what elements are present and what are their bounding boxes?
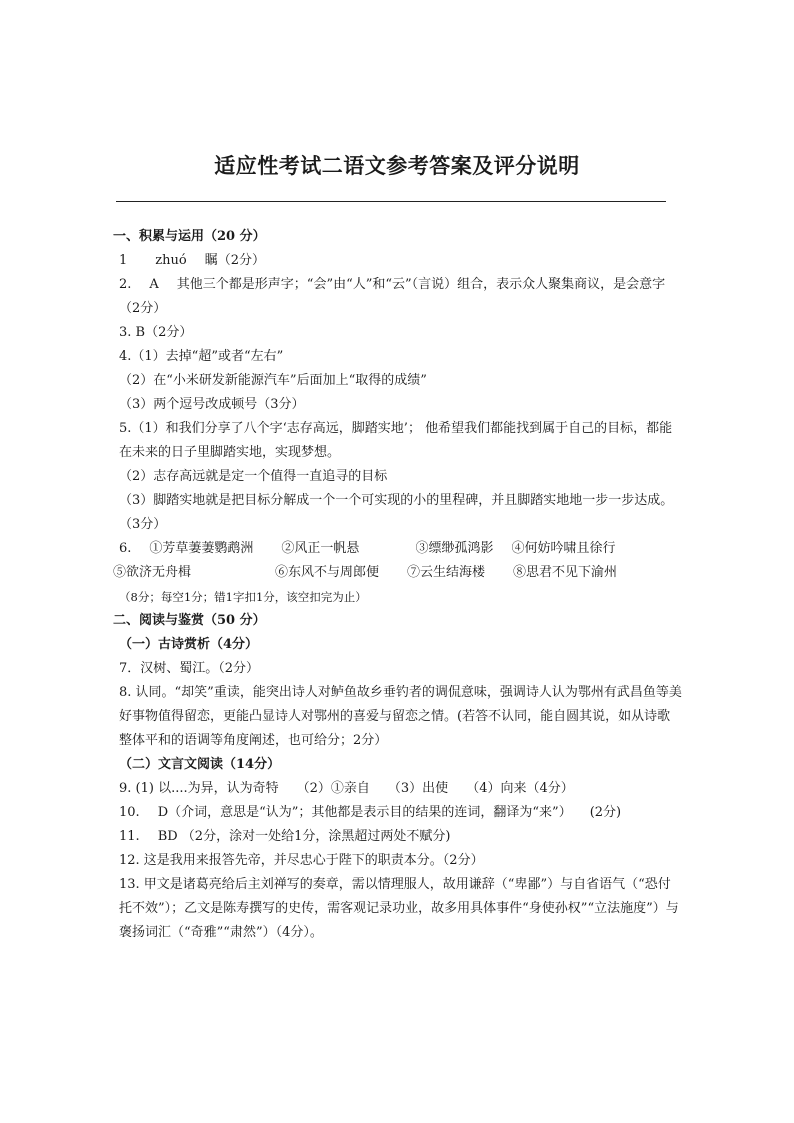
q6-item: ①芳草萋萋鹦鹉洲 xyxy=(149,541,254,556)
q10-score: (2分) xyxy=(589,805,622,820)
q3-text: 3. B（2分） xyxy=(119,325,193,340)
q5-part2: （2）志存高远就是定一个值得一直追寻的目标 xyxy=(119,469,388,484)
q4-part2: （2）在“小米研发新能源汽车”后面加上“取得的成绩” xyxy=(119,373,427,388)
q10-num: 10. xyxy=(119,805,140,820)
q6-num: 6. xyxy=(119,541,132,556)
q10-line xyxy=(113,801,683,825)
q9-answer-4: （4）向来（4分） xyxy=(466,781,574,796)
q6-line2 xyxy=(113,561,683,585)
q6-item: ⑤欲济无舟楫 xyxy=(113,565,192,580)
q6-scoring-note: （8分；每空1分；错1字扣1分，该空扣完为止） xyxy=(119,590,367,604)
q6-line1 xyxy=(113,537,683,561)
q9-line xyxy=(113,777,683,801)
section2-heading: 二、阅读与鉴赏（50 分） xyxy=(113,613,266,628)
section1-heading: 一、积累与运用（20 分） xyxy=(113,229,266,244)
page-title: 适应性考试二语文参考答案及评分说明 xyxy=(214,153,580,178)
q11-line xyxy=(113,825,683,849)
q6-item: ④何妨吟啸且徐行 xyxy=(511,541,616,556)
q2-explanation: 其他三个都是形声字；“会”由“人”和“云”（言说）组合，表示众人聚集商议，是会意字（2分） xyxy=(119,277,666,316)
q8-text: 8. 认同。“却笑”重读，能突出诗人对鲈鱼故乡垂钓者的调侃意味，强调诗人认为鄂州有武昌鱼等美好事物值得留恋，更能凸显诗人对鄂州的喜爱与留恋之情。(若答不认同，能自圆其说，如从诗歌整体平和的语调等角度阐述，也可给分；2分） xyxy=(119,685,682,748)
q9-answer-2: （2）①亲自 xyxy=(296,781,370,796)
q1-pinyin: zhuó xyxy=(155,253,187,268)
q4-part3: （3）两个逗号改成顿号（3分） xyxy=(119,397,305,412)
q1-answer: 瞩（2分） xyxy=(204,253,265,268)
title-divider xyxy=(116,201,666,202)
part1-heading: （一）古诗赏析（4分） xyxy=(119,637,259,652)
q6-item: ⑥东风不与周郎便 xyxy=(275,565,380,580)
q1-line xyxy=(113,249,683,273)
q4-part1: 4.（1）去掉“超”或者“左右” xyxy=(119,349,284,364)
q5-part3: （3）脚踏实地就是把目标分解成一个一个可实现的小的里程碑，并且脚踏实地地一步一步达成。（3分） xyxy=(119,493,674,532)
q11-num: 11. xyxy=(119,829,140,844)
q6-item: ⑧思君不见下渝州 xyxy=(513,565,618,580)
q2-text xyxy=(113,273,683,321)
q11-answer: BD （2分，涂对一处给1分，涂黑超过两处不赋分) xyxy=(157,829,451,844)
q9-num: 9. (1) xyxy=(119,781,154,796)
q7-text: 7．汉树、蜀江。（2分） xyxy=(119,661,260,676)
q6-item: ②风正一帆悬 xyxy=(281,541,360,556)
part2-heading: （二）文言文阅读（14分） xyxy=(119,757,281,772)
q9-answer-1: 以....为异，认为奇特 xyxy=(158,781,279,796)
q9-answer-3: （3）出使 xyxy=(387,781,449,796)
q13-text: 13. 甲文是诸葛亮给后主刘禅写的奏章，需以情理服人，故用谦辞（“卑鄙”）与自省语气（“恐付托不效”）；乙文是陈寿撰写的史传，需客观记录功业，故多用具体事件“身使孙权”“立法施度”）与褒扬词汇（“奇雅”“肃然”）（4分）。 xyxy=(119,877,679,940)
q12-text: 12. 这是我用来报答先帝，并尽忠心于陛下的职责本分。（2分） xyxy=(119,853,484,868)
q6-item: ③缥缈孤鸿影 xyxy=(415,541,494,556)
q10-answer: D（介词，意思是“认为”；其他都是表示目的结果的连词，翻译为“来”） xyxy=(157,805,572,820)
q2-num: 2. xyxy=(119,277,132,292)
q6-item: ⑦云生结海楼 xyxy=(407,565,486,580)
q2-choice: A xyxy=(149,277,159,292)
q5-part1: 5.（1）和我们分享了八个字‘志存高远，脚踏实地’； 他希望我们都能找到属于自己的目标，都能在未来的日子里脚踏实地，实现梦想。 xyxy=(119,421,673,460)
q1-num: 1 xyxy=(119,253,128,268)
answer-content xyxy=(113,225,683,945)
